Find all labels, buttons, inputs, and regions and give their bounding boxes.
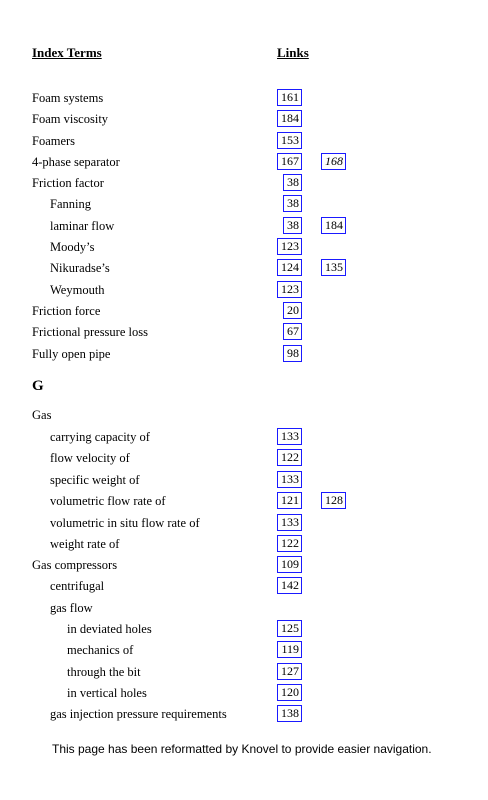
index-term: Foam viscosity bbox=[32, 112, 109, 126]
page-link[interactable]: 123 bbox=[277, 238, 302, 255]
footer-note: This page has been reformatted by Knovel to provide easier navigation. bbox=[52, 742, 432, 756]
index-term: mechanics of bbox=[67, 643, 134, 657]
page-link[interactable]: 184 bbox=[277, 110, 302, 127]
index-term: Friction force bbox=[32, 304, 101, 318]
page-link[interactable]: 184 bbox=[321, 217, 346, 234]
links-header: Links bbox=[277, 45, 309, 60]
index-entry bbox=[0, 282, 488, 302]
index-entry bbox=[0, 346, 488, 366]
index-entry bbox=[0, 493, 488, 513]
page-link[interactable]: 138 bbox=[277, 705, 302, 722]
index-term: Moody’s bbox=[50, 240, 95, 254]
page-link[interactable]: 135 bbox=[321, 259, 346, 276]
index-term: centrifugal bbox=[50, 579, 105, 593]
index-term: Frictional pressure loss bbox=[32, 325, 148, 339]
page-link[interactable]: 133 bbox=[277, 471, 302, 488]
section-letter: G bbox=[32, 378, 44, 394]
index-entry bbox=[0, 154, 488, 174]
index-entry bbox=[0, 260, 488, 280]
index-entry bbox=[0, 90, 488, 110]
index-entry bbox=[0, 450, 488, 470]
page-link[interactable]: 133 bbox=[277, 428, 302, 445]
index-entry bbox=[0, 196, 488, 216]
index-term: carrying capacity of bbox=[50, 430, 150, 444]
index-entry bbox=[0, 685, 488, 705]
index-entry bbox=[0, 515, 488, 535]
index-terms-header: Index Terms bbox=[32, 45, 102, 60]
index-entry bbox=[0, 600, 488, 620]
page-link[interactable]: 123 bbox=[277, 281, 302, 298]
index-term: Weymouth bbox=[50, 283, 105, 297]
index-term: Nikuradse’s bbox=[50, 261, 110, 275]
index-term: Friction factor bbox=[32, 176, 104, 190]
index-entry bbox=[0, 664, 488, 684]
page-link[interactable]: 168 bbox=[321, 153, 346, 170]
page-link[interactable]: 127 bbox=[277, 663, 302, 680]
page-link[interactable]: 122 bbox=[277, 535, 302, 552]
index-term: Gas compressors bbox=[32, 558, 118, 572]
page-link[interactable]: 38 bbox=[283, 174, 302, 191]
index-term: specific weight of bbox=[50, 473, 140, 487]
index-entry bbox=[0, 111, 488, 131]
index-entry bbox=[0, 621, 488, 641]
page-link[interactable]: 142 bbox=[277, 577, 302, 594]
page-link[interactable]: 125 bbox=[277, 620, 302, 637]
page-link[interactable]: 161 bbox=[277, 89, 302, 106]
index-entry bbox=[0, 472, 488, 492]
page-link[interactable]: 121 bbox=[277, 492, 302, 509]
index-entry bbox=[0, 706, 488, 726]
index-entry bbox=[0, 407, 488, 427]
page-link[interactable]: 109 bbox=[277, 556, 302, 573]
page-link[interactable]: 167 bbox=[277, 153, 302, 170]
index-term: flow velocity of bbox=[50, 451, 130, 465]
index-term: 4-phase separator bbox=[32, 155, 120, 169]
page-link[interactable]: 122 bbox=[277, 449, 302, 466]
index-entry bbox=[0, 324, 488, 344]
page-link[interactable]: 120 bbox=[277, 684, 302, 701]
page-link[interactable]: 38 bbox=[283, 217, 302, 234]
page-link[interactable]: 119 bbox=[277, 641, 302, 658]
index-entry bbox=[0, 303, 488, 323]
index-term: laminar flow bbox=[50, 219, 115, 233]
index-entry bbox=[0, 239, 488, 259]
index-term: Fanning bbox=[50, 197, 91, 211]
page-link[interactable]: 124 bbox=[277, 259, 302, 276]
page-link[interactable]: 67 bbox=[283, 323, 302, 340]
index-term: volumetric flow rate of bbox=[50, 494, 166, 508]
index-term: in vertical holes bbox=[67, 686, 147, 700]
index-entry bbox=[0, 557, 488, 577]
index-term: Fully open pipe bbox=[32, 347, 111, 361]
page-link[interactable]: 20 bbox=[283, 302, 302, 319]
index-entry bbox=[0, 429, 488, 449]
index-term: Gas bbox=[32, 408, 52, 422]
index-entry bbox=[0, 175, 488, 195]
page-link[interactable]: 128 bbox=[321, 492, 346, 509]
index-term: Foam systems bbox=[32, 91, 104, 105]
index-entry bbox=[0, 642, 488, 662]
index-entry bbox=[0, 218, 488, 238]
index-entry bbox=[0, 133, 488, 153]
index-term: gas injection pressure requirements bbox=[50, 707, 227, 721]
index-entry bbox=[0, 536, 488, 556]
page-link[interactable]: 153 bbox=[277, 132, 302, 149]
index-term: gas flow bbox=[50, 601, 93, 615]
index-term: through the bit bbox=[67, 665, 141, 679]
index-entry bbox=[0, 578, 488, 598]
page-link[interactable]: 98 bbox=[283, 345, 302, 362]
index-term: volumetric in situ flow rate of bbox=[50, 516, 200, 530]
index-term: in deviated holes bbox=[67, 622, 152, 636]
index-term: weight rate of bbox=[50, 537, 120, 551]
page-link[interactable]: 133 bbox=[277, 514, 302, 531]
page-link[interactable]: 38 bbox=[283, 195, 302, 212]
index-term: Foamers bbox=[32, 134, 76, 148]
